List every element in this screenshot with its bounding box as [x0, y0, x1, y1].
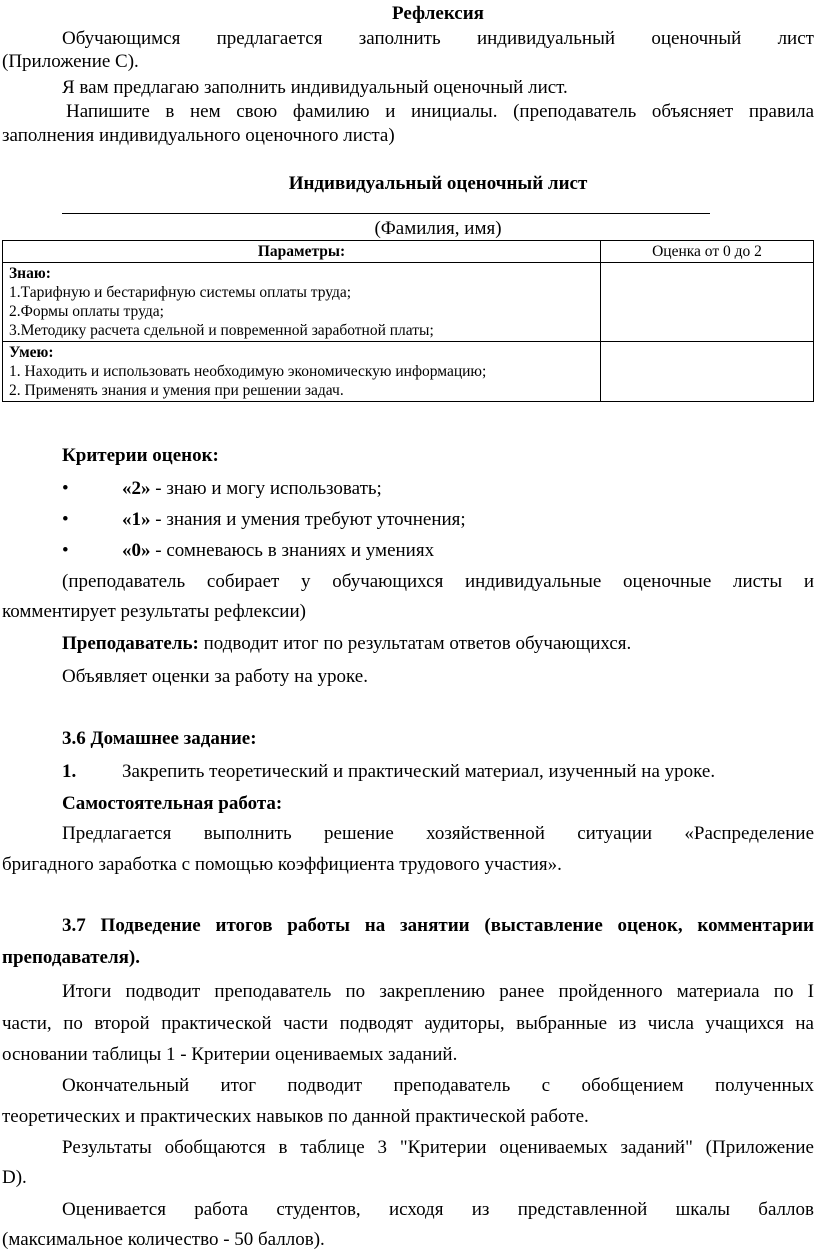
- selfwork-title: Самостоятельная работа:: [62, 793, 283, 814]
- header-score: Оценка от 0 до 2: [601, 241, 814, 263]
- can-cell: [3, 342, 601, 402]
- criteria-item: [122, 539, 434, 563]
- word: предлагается: [216, 28, 323, 49]
- word: лист: [777, 28, 814, 49]
- word: заполнить: [358, 28, 441, 49]
- page-title: Рефлексия: [392, 3, 484, 24]
- summary-p4-line2: (максимальное количество - 50 баллов).: [2, 1229, 325, 1250]
- summary-p1-line1: Итоги подводит преподаватель по закреплению ранее пройденного материала по I: [62, 981, 814, 1002]
- criteria-text: - сомневаюсь в знаниях и умениях: [150, 540, 435, 561]
- criteria-mark: «2»: [122, 478, 151, 499]
- can-title: Умею:: [9, 344, 54, 361]
- selfwork-line1: Предлагается выполнить решение хозяйственной ситуации «Распределение: [62, 823, 814, 844]
- bullet-icon: •: [62, 478, 69, 499]
- table-row: [3, 342, 814, 402]
- intro-p1-line2: (Приложение С).: [2, 51, 139, 72]
- criteria-title: Критерии оценок:: [62, 445, 219, 466]
- intro-p1-line1: [62, 27, 814, 51]
- criteria-mark: «1»: [122, 509, 151, 530]
- name-underline: [62, 213, 710, 214]
- sheet-title: Индивидуальный оценочный лист: [288, 173, 588, 194]
- summary-p4-line1: Оценивается работа студентов, исходя из представленной шкалы баллов: [62, 1199, 814, 1220]
- criteria-text: - знаю и могу использовать;: [150, 478, 382, 499]
- homework-title: 3.6 Домашнее задание:: [62, 728, 257, 749]
- homework-item-text: Закрепить теоретический и практический материал, изученный на уроке.: [122, 761, 716, 782]
- criteria-item: [122, 477, 382, 501]
- name-caption: (Фамилия, имя): [374, 218, 502, 239]
- assessment-table: [2, 240, 814, 402]
- summary-p3-line2: D).: [2, 1167, 27, 1188]
- summary-p3-line1: Результаты обобщаются в таблице 3 "Критерии оцениваемых заданий" (Приложение: [62, 1137, 814, 1158]
- criteria-mark: «0»: [122, 540, 151, 561]
- know-score-cell[interactable]: [601, 263, 814, 342]
- summary-p2-line1: Окончательный итог подводит преподаватель с обобщением полученных: [62, 1075, 814, 1096]
- selfwork-line2: бригадного заработка с помощью коэффициента трудового участия».: [2, 854, 562, 875]
- can-score-cell[interactable]: [601, 342, 814, 402]
- summary-title-line2: преподавателя).: [2, 947, 141, 968]
- criteria-note-line2: комментирует результаты рефлексии): [2, 601, 306, 622]
- word: индивидуальный: [476, 28, 616, 49]
- know-cell: [3, 263, 601, 342]
- know-item: 2.Формы оплаты труда;: [9, 303, 164, 320]
- announce-line: Объявляет оценки за работу на уроке.: [62, 666, 368, 687]
- bullet-icon: •: [62, 509, 69, 530]
- can-item: 1. Находить и использовать необходимую экономическую информацию;: [9, 363, 487, 380]
- summary-p1-line3: основании таблицы 1 - Критерии оцениваемых заданий.: [2, 1044, 458, 1065]
- intro-p2: Я вам предлагаю заполнить индивидуальный оценочный лист.: [62, 77, 568, 98]
- table-row: [3, 263, 814, 342]
- know-item: 1.Тарифную и бестарифную системы оплаты труда;: [9, 284, 352, 301]
- word: Обучающимся: [62, 28, 181, 49]
- criteria-note-line1: (преподаватель собирает у обучающихся индивидуальные оценочные листы и: [62, 571, 814, 592]
- know-title: Знаю:: [9, 265, 51, 282]
- criteria-text: - знания и умения требуют уточнения;: [150, 509, 466, 530]
- intro-p3-line2: заполнения индивидуального оценочного листа): [2, 125, 395, 146]
- can-item: 2. Применять знания и умения при решении задач.: [9, 382, 344, 399]
- homework-item-num: 1.: [62, 761, 77, 782]
- header-params: Параметры:: [3, 241, 601, 263]
- summary-p1-line2: части, по второй практической части подводят аудиторы, выбранные из числа учащихся на: [2, 1013, 814, 1034]
- summary-title-line1: 3.7 Подведение итогов работы на занятии (выставление оценок, комментарии: [62, 915, 814, 936]
- word: оценочный: [651, 28, 742, 49]
- table-header-row: [3, 241, 814, 263]
- summary-p2-line2: теоретических и практических навыков по данной практической работе.: [2, 1106, 589, 1127]
- bullet-icon: •: [62, 540, 69, 561]
- teacher-label: Преподаватель:: [62, 633, 199, 654]
- intro-p3-line1: Напишите в нем свою фамилию и инициалы. (преподаватель объясняет правила: [66, 101, 814, 122]
- know-item: 3.Методику расчета сдельной и повременной заработной платы;: [9, 322, 434, 339]
- criteria-item: [122, 508, 466, 532]
- teacher-line: [62, 632, 631, 656]
- teacher-text: подводит итог по результатам ответов обучающихся.: [198, 633, 632, 654]
